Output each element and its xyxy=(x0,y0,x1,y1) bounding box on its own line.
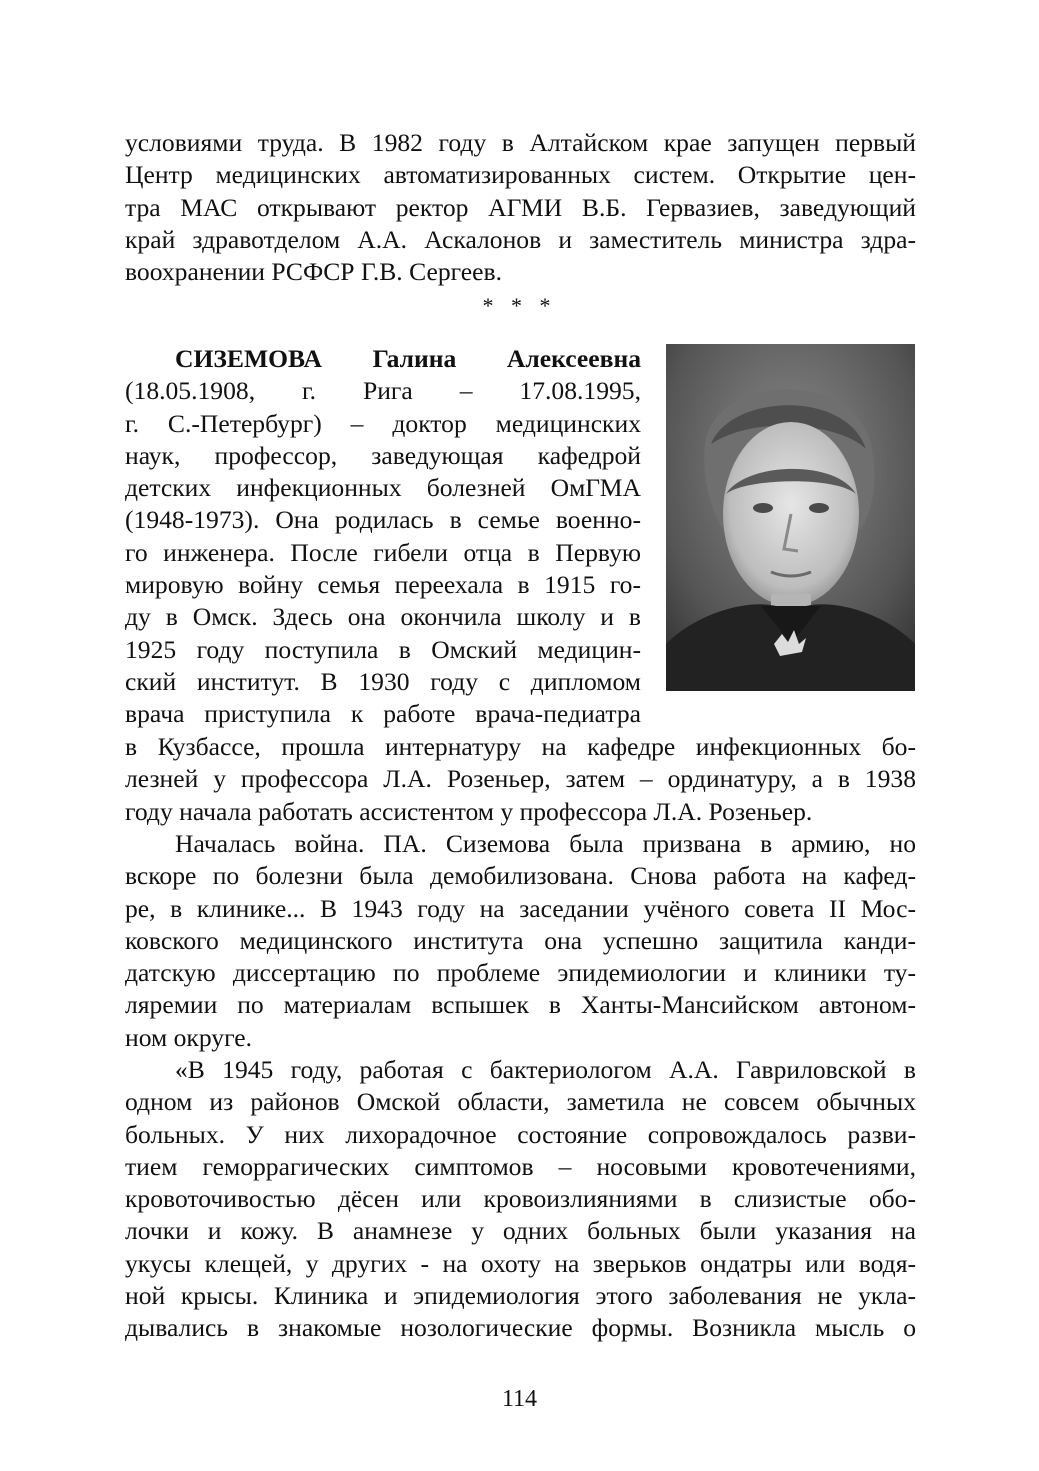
text-line: ковского медицинского института она успешно защитила канди- xyxy=(125,925,916,955)
text-line: го инженера. После гибели отца в Первую xyxy=(125,537,641,567)
bio-name-line xyxy=(125,343,641,375)
text-line: мировую войну семья переехала в 1915 го- xyxy=(125,570,641,600)
text-line: (18.05.1908, г. Рига – 17.08.1995, xyxy=(125,376,641,406)
page-number: 114 xyxy=(501,1386,538,1412)
text-line: «В 1945 году, работая с бактериологом А.А. Гавриловской в xyxy=(175,1055,916,1084)
text-line: одном из районов Омской области, заметила не совсем обычных xyxy=(125,1087,916,1117)
bio-beside-photo xyxy=(125,343,641,731)
text-line: воохранении РСФСР Г.В. Сергеев. xyxy=(125,257,502,287)
text-line: укусы клещей, у других - на охоту на зверьков ондатры или водя- xyxy=(125,1248,916,1278)
text-line: датскую диссертацию по проблеме эпидемиологии и клиники ту- xyxy=(125,958,916,988)
text-line: край здравотделом А.А. Аскалонов и заместитель министра здра- xyxy=(125,224,916,254)
top-paragraph xyxy=(125,127,916,288)
quote-paragraph xyxy=(125,1054,916,1345)
text-line: больных. У них лихорадочное состояние сопровождалось разви- xyxy=(125,1119,916,1149)
war-paragraph xyxy=(125,828,916,1054)
text-line: в Кузбассе, прошла интернатуру на кафедре инфекционных бо- xyxy=(125,732,916,761)
text-line: врача приступила к работе врача-педиатра xyxy=(125,699,641,729)
text-line: году начала работать ассистентом у профессора Л.А. Розеньер. xyxy=(125,796,813,826)
text-line: (1948-1973). Она родилась в семье военно- xyxy=(125,505,641,535)
text-line: условиями труда. В 1982 году в Алтайском крае запущен первый xyxy=(125,128,916,157)
text-line: тра МАС открывают ректор АГМИ В.Б. Гервазиев, заведующий xyxy=(125,192,916,222)
text-line: 1925 году поступила в Омский медицин- xyxy=(125,634,641,664)
text-line: ский институт. В 1930 году с дипломом xyxy=(125,666,641,696)
text-line: дывались в знакомые нозологические формы. Возникла мысль о xyxy=(125,1313,916,1343)
bio-continued xyxy=(125,731,916,828)
bio-name: СИЗЕМОВА Галина Алексеевна xyxy=(175,344,641,373)
text-line: вскоре по болезни была демобилизована. Снова работа на кафед- xyxy=(125,861,916,891)
text-line: ной крысы. Клиника и эпидемиология этого заболевания не укла- xyxy=(125,1281,916,1311)
portrait-photo xyxy=(666,344,915,691)
text-line: Началась война. ПА. Сиземова была призвана в армию, но xyxy=(175,829,916,858)
text-line: г. С.-Петербург) – доктор медицинских xyxy=(125,408,641,438)
text-line: ду в Омск. Здесь она окончила школу и в xyxy=(125,602,641,632)
text-line: ре, в клинике... В 1943 году на заседании учёного совета II Мос- xyxy=(125,893,916,923)
text-line: детских инфекционных болезней ОмГМА xyxy=(125,473,641,503)
text-line: Центр медицинских автоматизированных систем. Открытие цен- xyxy=(125,160,916,190)
text-line: наук, профессор, заведующая кафедрой xyxy=(125,440,641,470)
text-line: ном округе. xyxy=(125,1022,253,1052)
text-line: ляремии по материалам вспышек в Ханты-Мансийском автоном- xyxy=(125,990,916,1020)
text-line: тием геморрагических симптомов – носовыми кровотечениями, xyxy=(125,1151,916,1181)
text-line: лочки и кожу. В анамнезе у одних больных были указания на xyxy=(125,1216,916,1246)
text-line: лезней у профессора Л.А. Розеньер, затем – ординатуру, а в 1938 xyxy=(125,764,916,794)
section-separator: * * * xyxy=(482,293,557,318)
text-line: кровоточивостью дёсен или кровоизлияниями в слизистые обо- xyxy=(125,1184,916,1214)
portrait-image xyxy=(666,344,915,691)
